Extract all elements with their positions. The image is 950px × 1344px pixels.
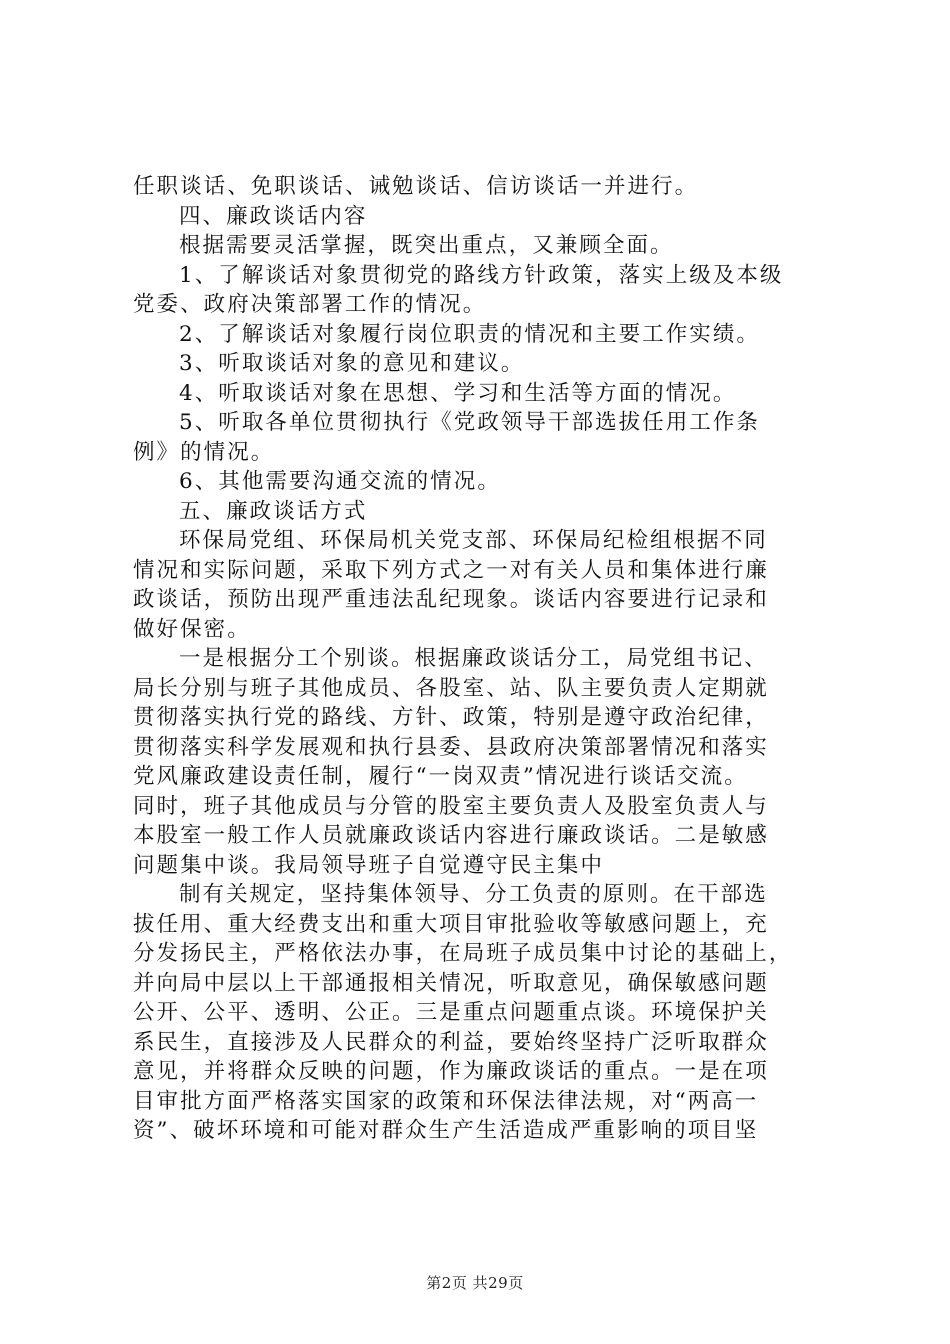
text-line: 做好保密。 — [133, 616, 251, 642]
text-line: 6、其他需要沟通交流的情况。 — [179, 469, 501, 494]
text-line: 拔任用、重大经费支出和重大项目审批验收等敏感问题上，充 — [133, 911, 769, 937]
text-line: 2、了解谈话对象履行岗位职责的情况和主要工作实绩。 — [179, 321, 760, 347]
text-line: 本股室一般工作人员就廉政谈话内容进行廉政谈话。二是敏感 — [133, 823, 769, 848]
text-line: 并向局中层以上干部通报相关情况，听取意见，确保敏感问题 — [133, 970, 769, 996]
text-line: 资”、破坏环境和可能对群众生产生活造成严重影响的项目坚 — [133, 1118, 759, 1143]
text-line: 一是根据分工个别谈。根据廉政谈话分工，局党组书记、 — [179, 646, 768, 671]
text-line: 目审批方面严格落实国家的政策和环保法律法规，对“两高一 — [133, 1088, 759, 1114]
text-line: 3、听取谈话对象的意见和建议。 — [179, 351, 525, 376]
text-line: 五、廉政谈话方式 — [179, 498, 368, 524]
text-line: 5、听取各单位贯彻执行《党政领导干部选拔任用工作条 — [179, 410, 760, 435]
text-line: 根据需要灵活掌握，既突出重点，又兼顾全面。 — [179, 233, 674, 258]
text-line: 党风廉政建设责任制，履行“一岗双责”情况进行谈话交流。 — [133, 764, 748, 789]
text-line: 贯彻落实执行党的路线、方针、政策，特别是遵守政治纪律， — [133, 705, 769, 730]
text-line: 1、了解谈话对象贯彻党的路线方针政策，落实上级及本级 — [179, 262, 784, 288]
text-line: 局长分别与班子其他成员、各股室、站、队主要负责人定期就 — [133, 675, 769, 701]
text-line: 任职谈话、免职谈话、诫勉谈话、信访谈话一并进行。 — [133, 174, 699, 199]
text-line: 公开、公平、透明、公正。三是重点问题重点谈。环境保护关 — [133, 1000, 769, 1025]
text-line: 问题集中谈。我局领导班子自觉遵守民主集中 — [133, 852, 605, 878]
document-body — [133, 172, 833, 1146]
text-line: 系民生，直接涉及人民群众的利益，要始终坚持广泛听取群众 — [133, 1029, 769, 1055]
text-line: 四、廉政谈话内容 — [179, 203, 368, 229]
text-line: 意见，并将群众反映的问题，作为廉政谈话的重点。一是在项 — [133, 1059, 769, 1084]
text-line: 4、听取谈话对象在思想、学习和生活等方面的情况。 — [179, 380, 737, 406]
text-line: 制有关规定，坚持集体领导、分工负责的原则。在干部选 — [179, 882, 768, 907]
text-line: 政谈话，预防出现严重违法乱纪现象。谈话内容要进行记录和 — [133, 587, 769, 612]
text-line: 分发扬民主，严格依法办事，在局班子成员集中讨论的基础上， — [133, 941, 793, 966]
text-line: 同时，班子其他成员与分管的股室主要负责人及股室负责人与 — [133, 793, 769, 819]
page-footer: 第2页 共29页 — [426, 1274, 524, 1292]
text-line: 党委、政府决策部署工作的情况。 — [133, 292, 487, 317]
text-line: 例》的情况。 — [133, 439, 275, 465]
text-line: 情况和实际问题，采取下列方式之一对有关人员和集体进行廉 — [133, 557, 769, 583]
text-line: 贯彻落实科学发展观和执行县委、县政府决策部署情况和落实 — [133, 734, 769, 760]
text-line: 环保局党组、环保局机关党支部、环保局纪检组根据不同 — [179, 528, 768, 553]
